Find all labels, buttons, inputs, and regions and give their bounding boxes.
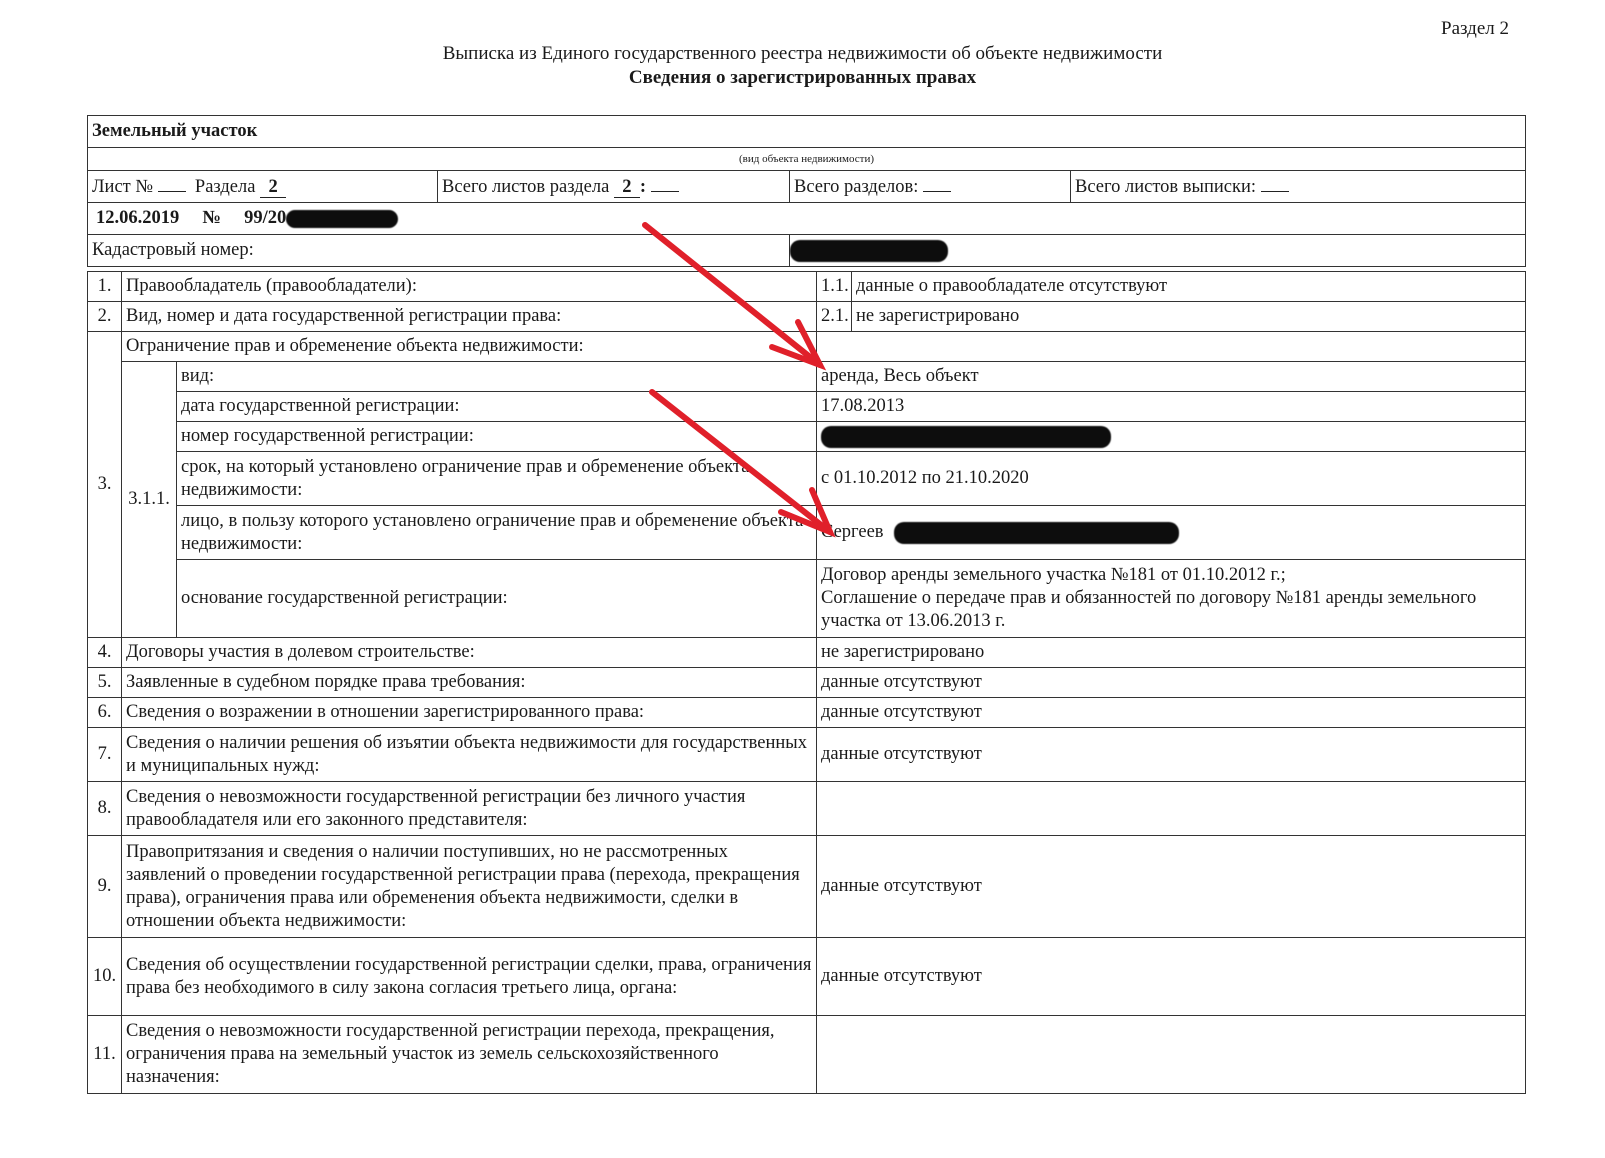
table-row bbox=[88, 506, 1526, 560]
encumbrance-person-cell bbox=[817, 506, 1526, 560]
rights-table bbox=[87, 271, 1526, 1094]
row-label: Сведения о возражении в отношении зарегистрированного права: bbox=[122, 698, 817, 728]
object-type-hint: (вид объекта недвижимости) bbox=[88, 148, 1526, 171]
row-number: 4. bbox=[88, 638, 122, 668]
row-subnumber: 3.1.1. bbox=[122, 362, 177, 638]
row-number: 6. bbox=[88, 698, 122, 728]
basis-line-2: Соглашение о передаче прав и обязанностей по договору №181 аренды земельного участка от 13.06.2013 г. bbox=[821, 588, 1477, 631]
table-row bbox=[88, 1016, 1526, 1094]
row-label: Сведения о невозможности государственной регистрации перехода, прекращения, ограничения права на земельный участок из земель сельскохозяйственного назначения: bbox=[122, 1016, 817, 1094]
total-sheets-section-value: 2 bbox=[614, 178, 640, 198]
cadastral-label: Кадастровый номер: bbox=[88, 235, 790, 267]
extract-form bbox=[87, 115, 1525, 1094]
encumbrance-person-value: Сергеев bbox=[821, 522, 884, 542]
encumbrance-number-label: номер государственной регистрации: bbox=[177, 422, 817, 452]
cadastral-value-cell bbox=[790, 235, 1526, 267]
sheet-number-cell bbox=[88, 171, 438, 203]
number-sign: № bbox=[202, 208, 221, 228]
row-value: данные отсутствуют bbox=[817, 728, 1526, 782]
redacted-registration-number bbox=[821, 426, 1111, 448]
document-title: Выписка из Единого государственного реестра недвижимости об объекте недвижимости bbox=[442, 43, 1163, 64]
extract-number: 99/20 bbox=[244, 208, 287, 228]
table-row bbox=[88, 332, 1526, 362]
header-table bbox=[87, 115, 1526, 267]
row-label: Правопритязания и сведения о наличии поступивших, но не рассмотренных заявлений о проведении государственной регистрации права (перехода, прекращения права), ограничения права или обременения объекта недвижимости, сделки в отношении объекта недвижимости: bbox=[122, 836, 817, 938]
row-value bbox=[817, 782, 1526, 836]
row-number: 7. bbox=[88, 728, 122, 782]
row-label: Ограничение прав и обременение объекта недвижимости: bbox=[122, 332, 817, 362]
row-value: не зарегистрировано bbox=[852, 302, 1526, 332]
row-value: данные о правообладателе отсутствуют bbox=[852, 272, 1526, 302]
total-sheets-section-colon: : bbox=[639, 176, 647, 197]
row-value: не зарегистрировано bbox=[817, 638, 1526, 668]
row-number: 8. bbox=[88, 782, 122, 836]
table-row bbox=[88, 422, 1526, 452]
section-label: Раздел 2 bbox=[1441, 18, 1509, 39]
table-row bbox=[88, 392, 1526, 422]
total-sheets-extract-cell bbox=[1071, 171, 1526, 203]
total-sheets-section-cell bbox=[438, 171, 790, 203]
row-label: Заявленные в судебном порядке права требования: bbox=[122, 668, 817, 698]
table-row bbox=[88, 668, 1526, 698]
row-label: Сведения о невозможности государственной регистрации без личного участия правообладателя или его законного представителя: bbox=[122, 782, 817, 836]
encumbrance-term-label: срок, на который установлено ограничение прав и обременение объекта недвижимости: bbox=[177, 452, 817, 506]
redacted-person-name bbox=[894, 522, 1179, 544]
table-row bbox=[88, 560, 1526, 638]
row-value: данные отсутствуют bbox=[817, 836, 1526, 938]
encumbrance-kind-label: вид: bbox=[177, 362, 817, 392]
encumbrance-kind-value: аренда, Весь объект bbox=[817, 362, 1526, 392]
row-number: 10. bbox=[88, 938, 122, 1016]
table-row bbox=[88, 302, 1526, 332]
row-number: 2. bbox=[88, 302, 122, 332]
total-sheets-section-label: Всего листов раздела bbox=[442, 176, 610, 197]
row-value bbox=[817, 1016, 1526, 1094]
total-sections-blank bbox=[923, 175, 951, 192]
table-row bbox=[88, 638, 1526, 668]
table-row bbox=[88, 782, 1526, 836]
row-subnumber: 1.1. bbox=[817, 272, 852, 302]
section-number-value: 2 bbox=[260, 178, 286, 198]
row-value: данные отсутствуют bbox=[817, 668, 1526, 698]
row-label: Договоры участия в долевом строительстве: bbox=[122, 638, 817, 668]
row-label: Сведения об осуществлении государственной регистрации сделки, права, ограничения права без необходимого в силу закона согласия третьего лица, органа: bbox=[122, 938, 817, 1016]
row-value: данные отсутствуют bbox=[817, 938, 1526, 1016]
encumbrance-basis-label: основание государственной регистрации: bbox=[177, 560, 817, 638]
row-number: 9. bbox=[88, 836, 122, 938]
redacted-number bbox=[286, 210, 398, 228]
row-value bbox=[817, 332, 1526, 362]
row-label: Правообладатель (правообладатели): bbox=[122, 272, 817, 302]
table-row bbox=[88, 452, 1526, 506]
total-sections-cell bbox=[790, 171, 1071, 203]
encumbrance-date-label: дата государственной регистрации: bbox=[177, 392, 817, 422]
row-number: 1. bbox=[88, 272, 122, 302]
table-row bbox=[88, 272, 1526, 302]
basis-line-1: Договор аренды земельного участка №181 от 01.10.2012 г.; bbox=[821, 565, 1286, 585]
encumbrance-term-value: с 01.10.2012 по 21.10.2020 bbox=[817, 452, 1526, 506]
row-number: 11. bbox=[88, 1016, 122, 1094]
row-label: Вид, номер и дата государственной регистрации права: bbox=[122, 302, 817, 332]
section-number-label: Раздела bbox=[194, 176, 256, 197]
row-label: Сведения о наличии решения об изъятии объекта недвижимости для государственных и муниципальных нужд: bbox=[122, 728, 817, 782]
row-number: 3. bbox=[88, 332, 122, 638]
redacted-cadastral-number bbox=[790, 240, 948, 262]
table-row bbox=[88, 698, 1526, 728]
table-row bbox=[88, 728, 1526, 782]
encumbrance-date-value: 17.08.2013 bbox=[817, 392, 1526, 422]
document-subtitle: Сведения о зарегистрированных правах bbox=[628, 67, 977, 88]
registration-line bbox=[88, 203, 1526, 235]
total-sheets-extract-blank bbox=[1261, 175, 1289, 192]
table-row bbox=[88, 836, 1526, 938]
total-sheets-extract-label: Всего листов выписки: bbox=[1075, 176, 1256, 197]
row-number: 5. bbox=[88, 668, 122, 698]
total-sheets-section-blank bbox=[651, 175, 679, 192]
table-row bbox=[88, 362, 1526, 392]
encumbrance-number-value bbox=[817, 422, 1526, 452]
object-type: Земельный участок bbox=[88, 116, 1526, 148]
encumbrance-basis-cell bbox=[817, 560, 1526, 638]
extract-date: 12.06.2019 bbox=[96, 208, 180, 228]
row-value: данные отсутствуют bbox=[817, 698, 1526, 728]
encumbrance-person-label: лицо, в пользу которого установлено ограничение прав и обременение объекта недвижимости: bbox=[177, 506, 817, 560]
sheet-number-label: Лист № bbox=[92, 176, 154, 197]
sheet-number-blank bbox=[158, 175, 186, 192]
table-row bbox=[88, 938, 1526, 1016]
total-sections-label: Всего разделов: bbox=[794, 176, 919, 197]
row-subnumber: 2.1. bbox=[817, 302, 852, 332]
